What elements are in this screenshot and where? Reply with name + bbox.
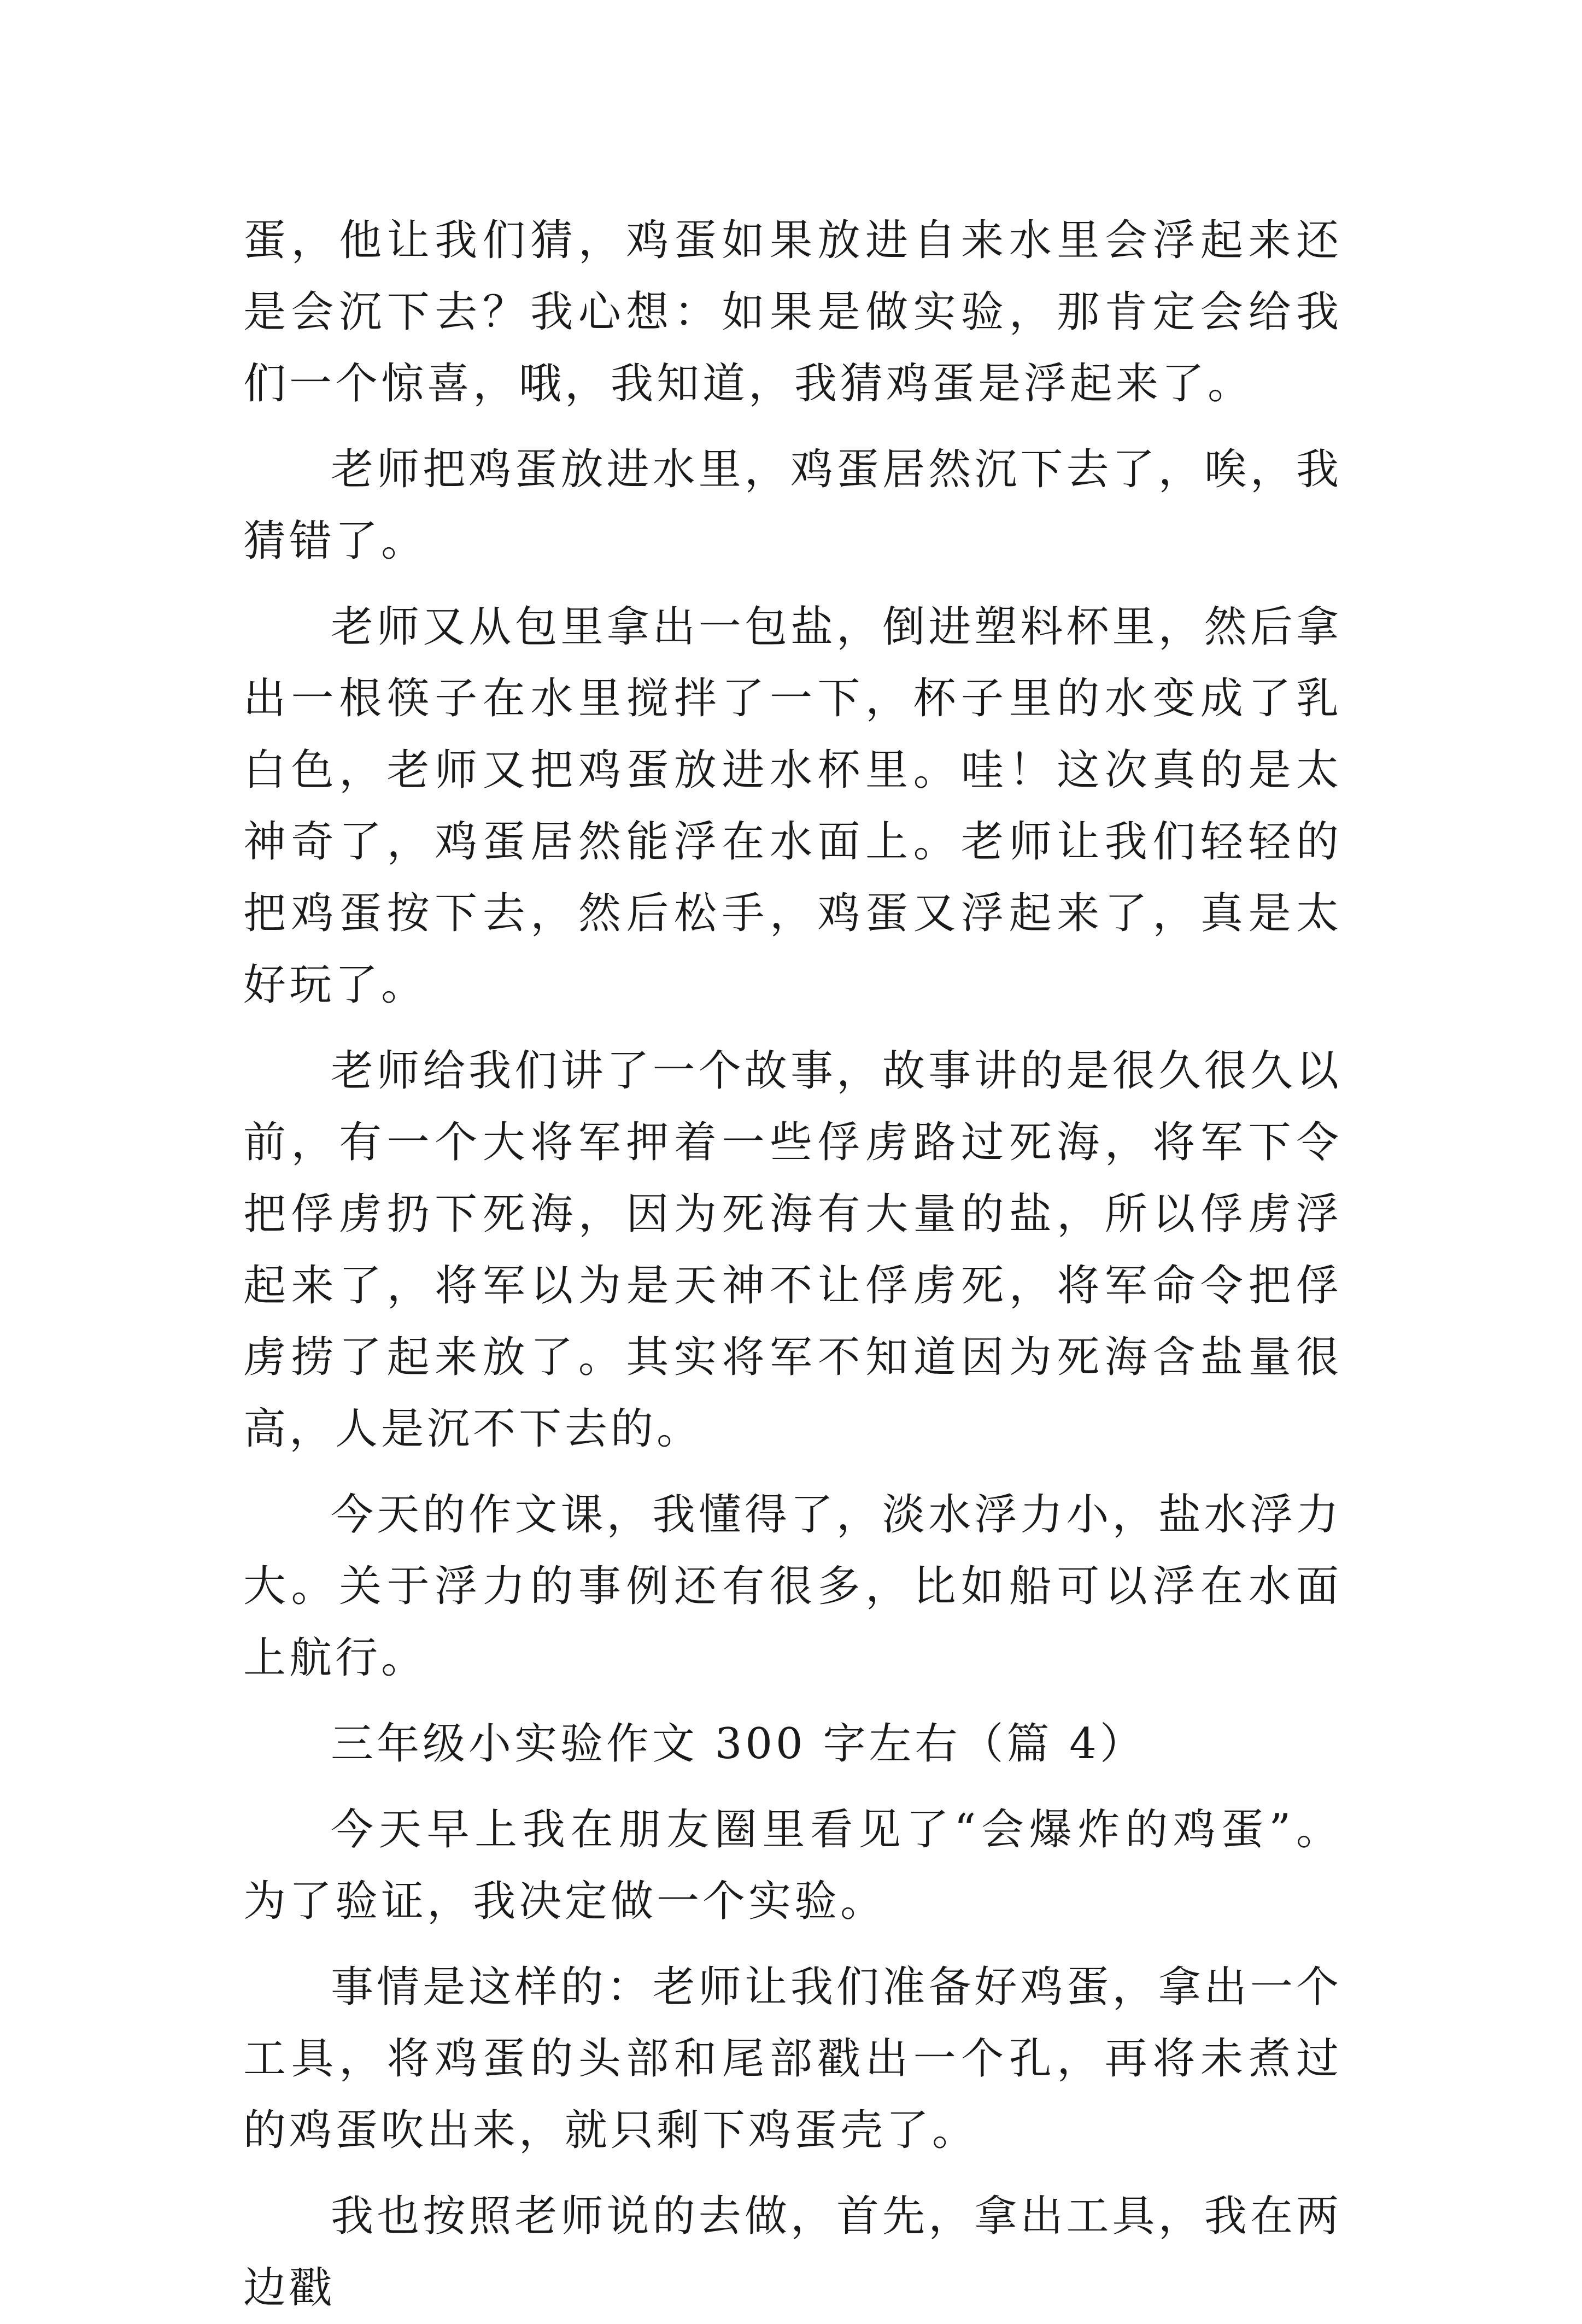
paragraph-8: 我也按照老师说的去做，首先，拿出工具，我在两边戳 [243, 2192, 1342, 2313]
paragraph-5: 今天的作文课，我懂得了，淡水浮力小，盐水浮力大。关于浮力的事例还有很多，比如船可以浮在水面上航行。 [243, 1490, 1342, 1683]
paragraph-4: 老师给我们讲了一个故事，故事讲的是很久很久以前，有一个大将军押着一些俘虏路过死海，将军下令把俘虏扔下死海，因为死海有大量的盐，所以俘虏浮起来了，将军以为是天神不让俘虏死，将军命令把俘虏捞了起来放了。其实将军不知道因为死海含盐量很高，人是沉不下去的。 [243, 1046, 1342, 1454]
document-body [243, 205, 1342, 2324]
paragraph-7: 事情是这样的：老师让我们准备好鸡蛋，拿出一个工具，将鸡蛋的头部和尾部戳出一个孔，再将未煮过的鸡蛋吹出来，就只剩下鸡蛋壳了。 [243, 1963, 1342, 2155]
paragraph-1: 蛋，他让我们猜，鸡蛋如果放进自来水里会浮起来还是会沉下去？我心想：如果是做实验，那肯定会给我们一个惊喜，哦，我知道，我猜鸡蛋是浮起来了。 [243, 216, 1342, 408]
paragraph-2: 老师把鸡蛋放进水里，鸡蛋居然沉下去了，唉，我猜错了。 [243, 445, 1342, 566]
section-heading: 三年级小实验作文 300 字左右（篇 4） [331, 1719, 1146, 1769]
paragraph-6: 今天早上我在朋友圈里看见了“会爆炸的鸡蛋”。为了验证，我决定做一个实验。 [243, 1805, 1342, 1926]
paragraph-3: 老师又从包里拿出一包盐，倒进塑料杯里，然后拿出一根筷子在水里搅拌了一下，杯子里的水变成了乳白色，老师又把鸡蛋放进水杯里。哇！这次真的是太神奇了，鸡蛋居然能浮在水面上。老师让我们轻轻的把鸡蛋按下去，然后松手，鸡蛋又浮起来了，真是太好玩了。 [243, 602, 1342, 1010]
